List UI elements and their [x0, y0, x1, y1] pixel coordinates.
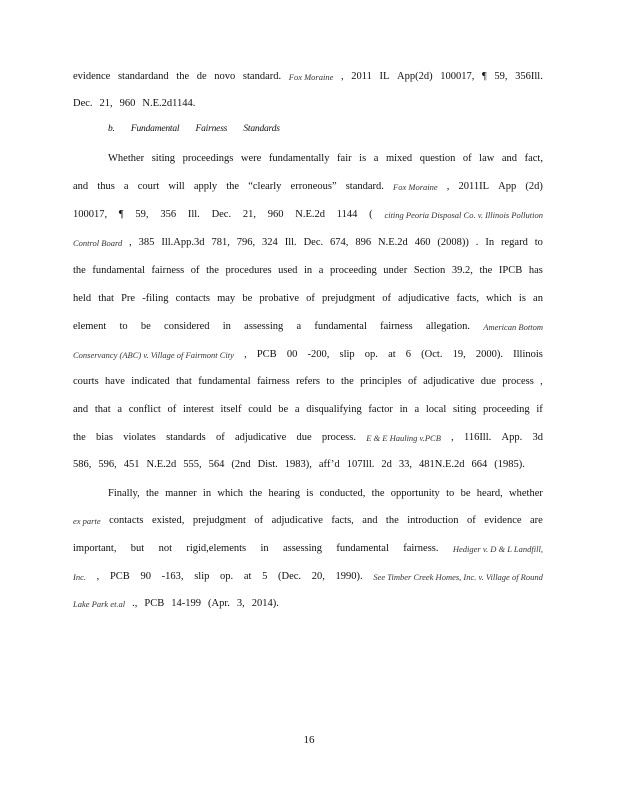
word: element — [73, 321, 107, 332]
citation-text: ex parte — [73, 516, 101, 526]
word: ¶ — [482, 71, 487, 82]
word: in — [222, 321, 231, 332]
word: de — [196, 71, 207, 82]
word: (1985). — [494, 459, 525, 470]
word: an — [533, 293, 543, 304]
section-heading: b. Fundamental Fairness Standards — [108, 124, 280, 134]
word: be — [242, 293, 253, 304]
word: due — [296, 432, 312, 443]
word: a — [117, 404, 122, 415]
word: of — [462, 153, 472, 164]
text-line — [73, 70, 543, 84]
word: 2011 — [351, 71, 372, 82]
word: process — [502, 376, 534, 387]
word: assessing — [244, 321, 284, 332]
word: which — [486, 293, 512, 304]
word: question — [419, 153, 456, 164]
word: that — [94, 404, 111, 415]
word: Dec. — [303, 237, 324, 248]
word: procedures — [225, 265, 272, 276]
word: , — [446, 181, 450, 192]
word: refers — [296, 376, 321, 387]
word: fairness — [151, 265, 185, 276]
word: in — [399, 404, 408, 415]
text-line — [73, 208, 543, 222]
word: has — [528, 265, 543, 276]
word: ( — [369, 209, 373, 220]
word: , — [341, 71, 344, 82]
word: of — [215, 432, 225, 443]
word: in — [304, 265, 313, 276]
word: IL — [379, 71, 390, 82]
word: were — [240, 153, 262, 164]
word: at — [388, 349, 396, 360]
word: App. — [501, 432, 523, 443]
word: adjudicative — [398, 293, 450, 304]
word: be — [460, 488, 471, 499]
text-line — [73, 597, 543, 611]
word: 664 — [471, 459, 488, 470]
text-line — [73, 292, 543, 306]
word: , — [540, 376, 543, 387]
word: ., — [132, 598, 138, 609]
word: a — [414, 404, 420, 415]
word: important, — [73, 543, 117, 554]
word: Dist. — [257, 459, 278, 470]
word: N.E.2d — [295, 209, 326, 220]
word: could — [248, 404, 272, 415]
word: evidence — [73, 71, 111, 82]
word: of — [407, 376, 417, 387]
citation-text: See Timber Creek Homes, Inc. v. Village of Round — [373, 572, 543, 582]
citation-text: Inc. — [73, 572, 86, 582]
word: are — [530, 515, 543, 526]
word: IPCB — [498, 265, 523, 276]
word: of — [306, 293, 315, 304]
text-line — [73, 348, 543, 362]
word: manner — [165, 488, 197, 499]
word: is — [518, 293, 526, 304]
word: adjudicative — [423, 376, 475, 387]
word: App — [498, 181, 517, 192]
word: itself — [220, 404, 242, 415]
word: will — [168, 181, 185, 192]
word: op. — [220, 571, 234, 582]
text-line — [108, 152, 543, 166]
word: probative — [259, 293, 300, 304]
word: courts — [73, 376, 99, 387]
word: “clearly — [248, 181, 282, 192]
word: 564 — [208, 459, 225, 470]
word: in — [202, 488, 212, 499]
word: 21, — [99, 98, 113, 109]
word: of — [254, 515, 264, 526]
citation-text: Hediger v. D & L Landfill, — [452, 544, 543, 554]
word: violates — [123, 432, 156, 443]
word: if — [536, 404, 543, 415]
word: ¶ — [118, 209, 124, 220]
word: standard. — [242, 71, 282, 82]
citation-text: Fox Moraine — [393, 182, 438, 192]
word: 2d — [381, 459, 392, 470]
word: and — [73, 181, 89, 192]
word: 59, — [135, 209, 149, 220]
word: the — [340, 376, 354, 387]
word: proceeding — [330, 265, 377, 276]
word: and — [73, 404, 89, 415]
word: Ill. — [284, 237, 297, 248]
word: rigid,elements — [186, 543, 247, 554]
word: 100017, — [440, 71, 475, 82]
word: prejudgment — [192, 515, 246, 526]
word: allegation. — [426, 321, 471, 332]
citation-text: Control Board — [73, 238, 123, 248]
word: 2000). — [475, 349, 503, 360]
word: fundamental — [314, 321, 367, 332]
word: court — [137, 181, 160, 192]
word: 960 — [267, 209, 284, 220]
word: 460 — [414, 237, 431, 248]
word: not — [158, 543, 172, 554]
word: factor — [368, 404, 393, 415]
word: fact, — [524, 153, 543, 164]
word: 451 — [123, 459, 140, 470]
word: In — [485, 237, 495, 248]
word: adjudicative — [271, 515, 323, 526]
text-line — [73, 458, 543, 472]
word: Illinois — [513, 349, 543, 360]
word: PCB — [109, 571, 130, 582]
word: but — [130, 543, 145, 554]
word: in — [260, 543, 269, 554]
word: conflict — [128, 404, 161, 415]
text-line — [73, 514, 543, 528]
word: contacts — [175, 293, 210, 304]
citation-text: E & E Hauling v.PCB — [366, 433, 441, 443]
word: is — [306, 488, 314, 499]
word: Ill.App.3d — [161, 237, 205, 248]
word: 14-199 — [171, 598, 202, 609]
word: the — [371, 488, 385, 499]
word: 356Ill. — [515, 71, 543, 82]
word: siting — [452, 404, 477, 415]
word: 33, — [398, 459, 413, 470]
word: 385 — [138, 237, 155, 248]
text-line — [73, 180, 543, 194]
word: fundamental — [198, 376, 251, 387]
word: 00 — [286, 349, 298, 360]
word: the — [249, 488, 263, 499]
word: due — [480, 376, 496, 387]
word: fairness. — [403, 543, 439, 554]
word: , — [451, 432, 454, 443]
word: proceedings — [182, 153, 234, 164]
word: (Apr. — [208, 598, 230, 609]
text-line — [73, 431, 543, 445]
word: mixed — [385, 153, 413, 164]
word: 896 — [355, 237, 372, 248]
word: fairness — [257, 376, 290, 387]
word: a — [294, 404, 300, 415]
word: Dec. — [211, 209, 232, 220]
word: 21, — [242, 209, 256, 220]
word: introduction — [407, 515, 459, 526]
word: the — [73, 432, 86, 443]
word: Section — [413, 265, 446, 276]
text-line — [108, 487, 543, 501]
word: 6 — [405, 349, 412, 360]
word: to — [326, 376, 335, 387]
word: local — [425, 404, 447, 415]
word: adjudicative — [234, 432, 287, 443]
text-line — [73, 97, 543, 111]
word: the — [479, 265, 493, 276]
word: principles — [360, 376, 402, 387]
citation-text: Fox Moraine — [288, 72, 334, 82]
word: 555, — [183, 459, 202, 470]
word: may — [217, 293, 236, 304]
word: to — [446, 488, 455, 499]
word: the — [146, 488, 159, 499]
word: to — [534, 237, 543, 248]
word: (Oct. — [421, 349, 443, 360]
word: conducted, — [319, 488, 366, 499]
word: 39.2, — [451, 265, 473, 276]
word: N.E.2d — [378, 237, 408, 248]
word: assessing — [282, 543, 323, 554]
word: heard, — [476, 488, 503, 499]
citation-text: citing Peoria Disposal Co. v. Illinois Pollution — [384, 210, 543, 220]
word: a — [296, 321, 302, 332]
word: (2nd — [231, 459, 251, 470]
word: (2d) — [525, 181, 543, 192]
citation-text: Lake Park et.al — [73, 599, 126, 609]
word: 100017, — [73, 209, 108, 220]
text-line — [73, 236, 543, 250]
word: op. — [364, 349, 378, 360]
word: Whether — [108, 153, 145, 164]
word: process. — [321, 432, 356, 443]
word: (2008)) — [437, 237, 469, 248]
word: the — [385, 515, 399, 526]
word: a — [318, 265, 324, 276]
word: 90 — [140, 571, 151, 582]
word: 1990). — [335, 571, 363, 582]
word: aff’d — [318, 459, 340, 470]
word: prejudgment — [322, 293, 376, 304]
citation-text: American Bottom — [483, 322, 543, 332]
word: law — [479, 153, 495, 164]
word: the — [226, 181, 240, 192]
word: 596, — [98, 459, 117, 470]
word: 2014). — [251, 598, 279, 609]
text-line — [73, 542, 543, 556]
word: fundamental — [92, 265, 145, 276]
word: fundamental — [336, 543, 389, 554]
citation-text: Conservancy (ABC) v. Village of Fairmont City — [73, 350, 234, 360]
word: that — [176, 376, 192, 387]
word: 674, — [330, 237, 349, 248]
word: standard. — [345, 181, 384, 192]
word: erroneous” — [290, 181, 337, 192]
word: 3, — [236, 598, 245, 609]
word: fundamentally — [268, 153, 330, 164]
word: to — [119, 321, 128, 332]
word: Pre — [121, 293, 136, 304]
word: . — [475, 237, 479, 248]
word: under — [383, 265, 408, 276]
word: be — [278, 404, 289, 415]
word: PCB — [144, 598, 165, 609]
word: siting — [151, 153, 176, 164]
word: considered — [164, 321, 210, 332]
word: facts, — [456, 293, 479, 304]
word: and — [501, 153, 518, 164]
word: -filing — [142, 293, 169, 304]
word: apply — [193, 181, 218, 192]
word: N.E.2d1144. — [142, 98, 196, 109]
word: a — [123, 181, 129, 192]
word: that — [98, 293, 114, 304]
word: the — [73, 265, 86, 276]
word: disqualifying — [306, 404, 362, 415]
word: novo — [214, 71, 236, 82]
word: (Dec. — [278, 571, 302, 582]
word: opportunity — [390, 488, 440, 499]
word: the — [176, 71, 190, 82]
text-line — [73, 570, 543, 584]
word: 1144 — [336, 209, 358, 220]
word: facts, — [331, 515, 354, 526]
word: -163, — [161, 571, 184, 582]
word: is — [359, 153, 367, 164]
word: of — [382, 293, 391, 304]
word: 781, — [211, 237, 230, 248]
word: held — [73, 293, 92, 304]
word: 116Ill. — [463, 432, 492, 443]
word: 5 — [262, 571, 268, 582]
word: 324 — [262, 237, 278, 248]
word: the — [206, 265, 219, 276]
word: Finally, — [108, 488, 140, 499]
word: 3d — [532, 432, 543, 443]
word: 796, — [236, 237, 256, 248]
word: App(2d) — [397, 71, 433, 82]
word: 356 — [160, 209, 177, 220]
word: Ill. — [187, 209, 200, 220]
word: indicated — [131, 376, 170, 387]
word: at — [243, 571, 252, 582]
word: fair — [337, 153, 352, 164]
word: -200, — [307, 349, 330, 360]
page-number: 16 — [303, 734, 315, 746]
word: be — [140, 321, 151, 332]
word: used — [278, 265, 298, 276]
text-line — [73, 403, 543, 417]
word: 59, — [494, 71, 508, 82]
word: fairness — [380, 321, 413, 332]
word: regard — [501, 237, 528, 248]
text-line — [73, 264, 543, 278]
word: standards — [166, 432, 206, 443]
word: 2011IL — [458, 181, 490, 192]
word: existed, — [151, 515, 185, 526]
text-line — [73, 375, 543, 389]
word: a — [373, 153, 379, 164]
word: which — [217, 488, 244, 499]
word: 20, — [311, 571, 325, 582]
word: whether — [509, 488, 543, 499]
word: 107Ill. — [346, 459, 375, 470]
word: slip — [194, 571, 210, 582]
word: standardand — [117, 71, 169, 82]
word: PCB — [256, 349, 277, 360]
word: of — [167, 404, 177, 415]
word: of — [467, 515, 476, 526]
word: , — [96, 571, 100, 582]
word: Dec. — [73, 98, 93, 109]
text-line — [73, 320, 543, 334]
word: 960 — [119, 98, 136, 109]
word: thus — [97, 181, 115, 192]
word: , — [129, 237, 132, 248]
word: have — [105, 376, 125, 387]
word: 481N.E.2d — [419, 459, 465, 470]
word: of — [190, 265, 200, 276]
word: interest — [182, 404, 214, 415]
word: 586, — [73, 459, 92, 470]
word: bias — [96, 432, 113, 443]
word: hearing — [268, 488, 300, 499]
word: evidence — [484, 515, 522, 526]
word: N.E.2d — [146, 459, 177, 470]
word: 1983), — [284, 459, 312, 470]
word: and — [362, 515, 378, 526]
word: slip — [339, 349, 355, 360]
word: , — [244, 349, 247, 360]
word: proceeding — [483, 404, 530, 415]
word: 19, — [452, 349, 466, 360]
word: contacts — [109, 515, 144, 526]
